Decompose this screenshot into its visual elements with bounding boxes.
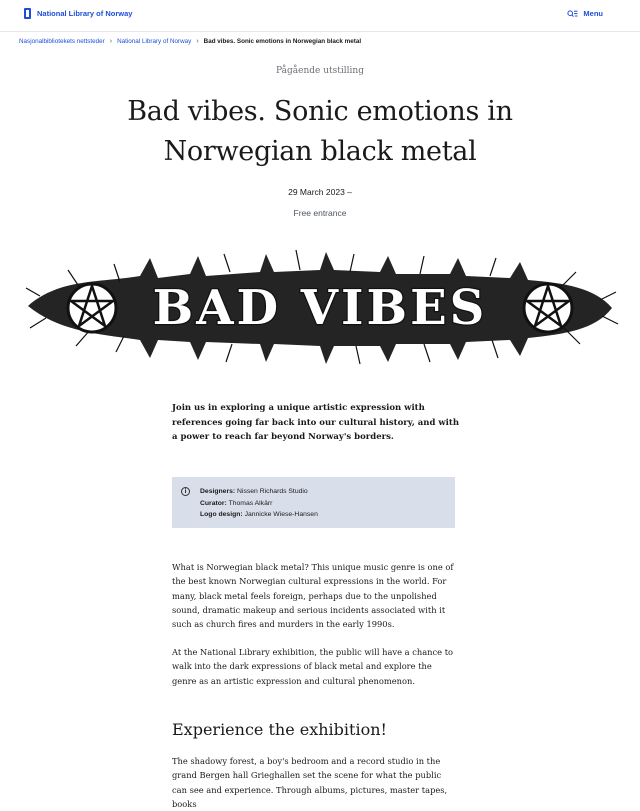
credit-designers-label: Designers: [200,488,236,495]
article-paragraph: At the National Library exhibition, the public will have a chance to walk into the dark expressions of black metal and explore the genre as an artistic expression and cultural phenomenon. [172,647,454,686]
banner-logo-text: BAD VIBES [152,280,488,336]
search-menu-icon [567,10,578,18]
entrance-info: Free entrance [293,208,347,218]
pentagram-right-icon [524,284,572,332]
info-icon: i [181,487,190,496]
breadcrumb-link-nettsteder[interactable]: Nasjonalbibliotekets nettsteder [19,38,105,45]
credit-logo-label: Logo design: [200,511,243,518]
credit-curator [200,498,318,510]
exhibition-status: Pågående utstilling [276,66,364,76]
credits-list [200,486,318,521]
chevron-right-icon: › [109,38,113,45]
exhibition-date: 29 March 2023 – [288,187,352,197]
credit-designers [200,486,318,498]
credit-logo-value: Jannicke Wiese-Hansen [244,511,318,518]
section-heading: Experience the exhibition! [172,720,387,739]
library-logo-icon [24,8,31,19]
breadcrumb-link-national-library[interactable]: National Library of Norway [117,38,192,45]
breadcrumb [19,38,361,45]
credit-designers-value: Nissen Richards Studio [237,488,308,495]
credit-logo-design [200,509,318,521]
menu-label: Menu [583,9,603,18]
credit-curator-label: Curator: [200,499,227,507]
credits-infobox [172,477,455,528]
article-paragraph: What is Norwegian black metal? This unique music genre is one of the best known Norwegian cultural expressions in the world. For many, black metal feels foreign, perhaps due to the unpolished sound, dramatic makeup and serious incidents associated with it such as church fires and murders in the early 1990s. [172,562,454,630]
breadcrumb-current: Bad vibes. Sonic emotions in Norwegian black metal [203,38,362,45]
intro-lead: Join us in exploring a unique artistic expression with references going far back into our cultural history, and with a power to reach far beyond Norway's borders. [172,403,460,442]
bad-vibes-logo-banner [20,248,620,368]
page-title-line1: Bad vibes. Sonic emotions in [127,96,513,127]
page-title-line2: Norwegian black metal [163,136,477,167]
site-header [0,0,640,32]
chevron-right-icon: › [196,38,199,45]
credit-curator-value: Thomas Alkärr [228,499,273,507]
pentagram-left-icon [68,284,116,332]
menu-button[interactable] [567,9,603,18]
site-logo-link[interactable] [24,8,132,19]
article-paragraph: The shadowy forest, a boy's bedroom and a record studio in the grand Bergen hall Grieghallen set the scene for what the public can see and experience. Through albums, pictures, master tapes, books [172,756,448,809]
site-logo-text: National Library of Norway [37,9,133,18]
page-title [100,92,540,172]
